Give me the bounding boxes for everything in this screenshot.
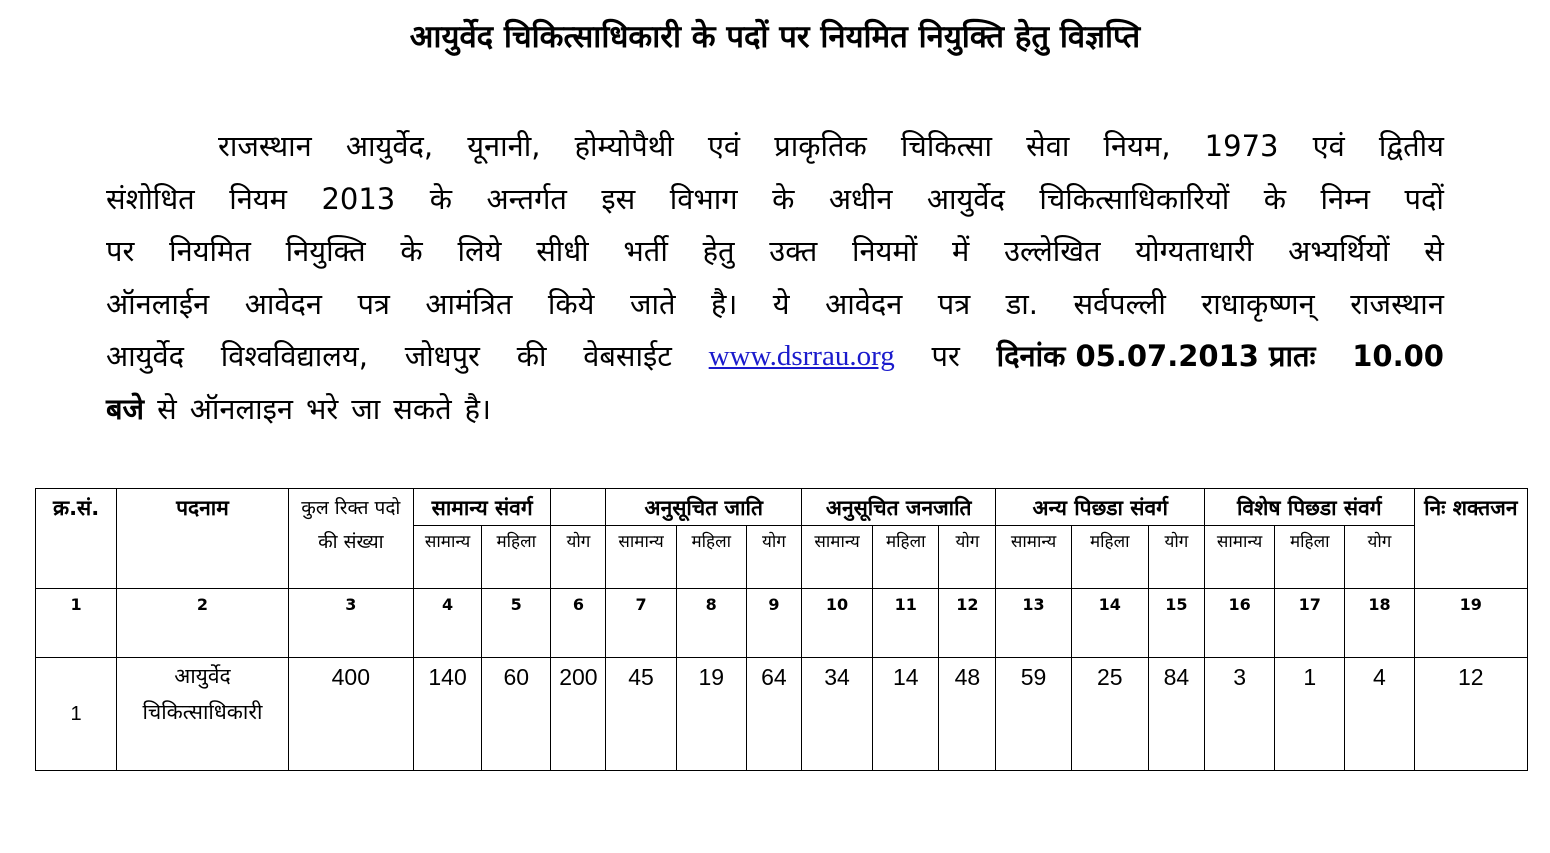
subheader-cell: सामान्य xyxy=(801,526,872,589)
column-number-cell: 4 xyxy=(413,589,481,658)
paragraph-word: जाते xyxy=(629,286,676,321)
paragraph-word: भरे xyxy=(305,391,339,426)
date-text: दिनांक 05.07.2013 प्रातः xyxy=(996,339,1316,373)
subheader-cell: महिला xyxy=(1275,526,1345,589)
paragraph-word: लिये xyxy=(457,234,502,268)
header-sc: अनुसूचित जाति xyxy=(606,489,801,526)
subheader-cell: योग xyxy=(939,526,996,589)
cell-value: 1 xyxy=(1275,658,1345,771)
column-number-cell: 11 xyxy=(873,589,939,658)
cell-value: 12 xyxy=(1414,658,1527,771)
paragraph-word: चिकित्सा xyxy=(900,129,993,163)
paragraph-line-6 xyxy=(106,383,1444,436)
paragraph-word: हेतु xyxy=(702,234,735,268)
cell-value: 140 xyxy=(413,658,481,771)
paragraph-word: विभाग xyxy=(669,181,738,216)
paragraph-word: की xyxy=(516,339,547,373)
paragraph-line-4 xyxy=(106,278,1444,331)
column-number-cell: 10 xyxy=(801,589,872,658)
notice-title: आयुर्वेद चिकित्साधिकारी के पदों पर नियमित नियुक्ति हेतु विज्ञप्ति xyxy=(409,19,1141,55)
subheader-cell: सामान्य xyxy=(606,526,676,589)
paragraph-word: से xyxy=(157,391,177,426)
paragraph-word: नियम, xyxy=(1103,129,1171,163)
column-number-cell: 1 xyxy=(36,589,117,658)
subheader-cell: सामान्य xyxy=(996,526,1071,589)
paragraph-word: होम्योपैथी xyxy=(574,129,674,163)
header-total: कुल रिक्त पदो की संख्या xyxy=(288,489,413,589)
paragraph-word: है। xyxy=(464,391,492,426)
paragraph-word: पर xyxy=(106,234,135,268)
paragraph-word: चिकित्साधिकारियों xyxy=(1039,181,1230,216)
paragraph-word: पत्र xyxy=(937,286,971,321)
paragraph-word: पदों xyxy=(1404,181,1444,216)
paragraph-word: आवेदन xyxy=(825,286,903,321)
subheader-cell: सामान्य xyxy=(413,526,481,589)
paragraph-word: सेवा xyxy=(1026,129,1070,163)
paragraph-word: 1973 xyxy=(1204,129,1279,163)
cell-value: 25 xyxy=(1071,658,1148,771)
subheader-cell: महिला xyxy=(1071,526,1148,589)
subheader-cell: योग xyxy=(551,526,606,589)
paragraph-word: वेबसाईट xyxy=(583,339,672,373)
column-number-cell: 14 xyxy=(1071,589,1148,658)
paragraph-word: के xyxy=(772,181,795,216)
paragraph-word: उल्लेखित xyxy=(1004,234,1101,268)
header-disabled: निः शक्तजन xyxy=(1414,489,1527,589)
paragraph-word: जा xyxy=(351,391,381,426)
cell-value: 14 xyxy=(873,658,939,771)
paragraph-word: राधाकृष्णन् xyxy=(1201,286,1315,321)
column-number-cell: 16 xyxy=(1205,589,1275,658)
paragraph-word: किये xyxy=(547,286,595,321)
paragraph-word: के xyxy=(429,181,452,216)
paragraph-word: आयुर्वेद, xyxy=(345,129,434,163)
header-sbc: विशेष पिछडा संवर्ग xyxy=(1205,489,1415,526)
subheader-cell: सामान्य xyxy=(1205,526,1275,589)
column-number-cell: 13 xyxy=(996,589,1071,658)
column-number-cell: 19 xyxy=(1414,589,1527,658)
header-general-total-blank xyxy=(551,489,606,526)
notice-paragraph xyxy=(106,120,1444,435)
paragraph-word: ऑनलाइन xyxy=(189,391,293,426)
column-number-cell: 17 xyxy=(1275,589,1345,658)
subheader-cell: महिला xyxy=(676,526,746,589)
paragraph-word: के xyxy=(400,234,423,268)
paragraph-word: नियमित xyxy=(169,234,251,268)
paragraph-word: ये xyxy=(772,286,790,321)
paragraph-word: निम्न xyxy=(1320,181,1371,216)
column-number-cell: 6 xyxy=(551,589,606,658)
paragraph-word: नियम xyxy=(229,181,287,216)
paragraph-line-2 xyxy=(106,173,1444,226)
paragraph-word: आयुर्वेद xyxy=(926,181,1005,216)
column-number-cell: 15 xyxy=(1148,589,1204,658)
paragraph-word: ऑनलाईन xyxy=(106,286,210,321)
header-general: सामान्य संवर्ग xyxy=(413,489,550,526)
table-row xyxy=(36,658,1528,771)
paragraph-word: अभ्यर्थियों xyxy=(1288,234,1390,268)
website-link[interactable]: www.dsrrau.org xyxy=(708,340,895,372)
cell-value: 64 xyxy=(746,658,801,771)
paragraph-word: इस xyxy=(601,181,636,216)
time-text: 10.00 xyxy=(1352,339,1444,373)
column-number-cell: 18 xyxy=(1345,589,1414,658)
paragraph-word: सीधी xyxy=(536,234,589,268)
paragraph-word: आयुर्वेद xyxy=(106,339,184,373)
column-number-cell: 3 xyxy=(288,589,413,658)
paragraph-word: प्राकृतिक xyxy=(774,129,867,163)
header-st: अनुसूचित जनजाति xyxy=(801,489,996,526)
paragraph-word: भर्ती xyxy=(623,234,668,268)
cell-value: 84 xyxy=(1148,658,1204,771)
subheader-cell: योग xyxy=(1148,526,1204,589)
cell-post: आयुर्वेद चिकित्साधिकारी xyxy=(117,658,288,771)
paragraph-word: आवेदन xyxy=(244,286,322,321)
column-number-cell: 8 xyxy=(676,589,746,658)
vacancy-table xyxy=(35,488,1528,771)
cell-value: 45 xyxy=(606,658,676,771)
cell-value: 4 xyxy=(1345,658,1414,771)
paragraph-line-3 xyxy=(106,225,1444,278)
paragraph-word: अधीन xyxy=(828,181,893,216)
paragraph-word: राजस्थान xyxy=(1350,286,1444,321)
column-number-cell: 5 xyxy=(482,589,551,658)
paragraph-word: है। xyxy=(710,286,738,321)
paragraph-word: जोधपुर xyxy=(404,339,480,373)
cell-value: 48 xyxy=(939,658,996,771)
paragraph-word: के xyxy=(1263,181,1287,216)
header-obc: अन्य पिछडा संवर्ग xyxy=(996,489,1205,526)
paragraph-word: नियुक्ति xyxy=(285,234,366,268)
cell-total: 400 xyxy=(288,658,413,771)
paragraph-word: 2013 xyxy=(321,181,396,216)
paragraph-word: एवं xyxy=(1312,129,1345,163)
subheader-cell: महिला xyxy=(873,526,939,589)
paragraph-word: अन्तर्गत xyxy=(486,181,567,216)
subheader-cell: महिला xyxy=(482,526,551,589)
cell-value: 19 xyxy=(676,658,746,771)
paragraph-word: राजस्थान xyxy=(218,129,312,163)
paragraph-line-5 xyxy=(106,330,1444,383)
paragraph-word: पत्र xyxy=(357,286,390,321)
paragraph-line-1 xyxy=(106,120,1444,173)
paragraph-word: डा. xyxy=(1005,286,1038,321)
subheader-cell: योग xyxy=(1345,526,1414,589)
cell-value: 34 xyxy=(801,658,872,771)
subheader-cell: योग xyxy=(746,526,801,589)
cell-value: 200 xyxy=(551,658,606,771)
paragraph-word: उक्त xyxy=(769,234,818,268)
cell-value: 3 xyxy=(1205,658,1275,771)
paragraph-word: पर xyxy=(931,339,960,373)
paragraph-word: नियमों xyxy=(852,234,918,268)
column-number-cell: 9 xyxy=(746,589,801,658)
cell-value: 59 xyxy=(996,658,1071,771)
header-post: पदनाम xyxy=(117,489,288,589)
paragraph-word: यूनानी, xyxy=(467,129,541,163)
header-serial: क्र.सं. xyxy=(36,489,117,589)
paragraph-word: में xyxy=(952,234,970,268)
paragraph-word: सकते xyxy=(393,391,452,426)
column-number-row xyxy=(36,589,1528,658)
paragraph-word: आमंत्रित xyxy=(425,286,513,321)
paragraph-word: सर्वपल्ली xyxy=(1073,286,1166,321)
cell-value: 60 xyxy=(482,658,551,771)
paragraph-word: योग्यताधारी xyxy=(1135,234,1254,268)
paragraph-word: से xyxy=(1424,234,1444,268)
column-number-cell: 2 xyxy=(117,589,288,658)
column-number-cell: 12 xyxy=(939,589,996,658)
paragraph-word: संशोधित xyxy=(106,181,195,216)
cell-serial: 1 xyxy=(36,658,117,771)
paragraph-word: विश्वविद्यालय, xyxy=(220,339,368,373)
paragraph-word: एवं xyxy=(707,129,741,163)
column-number-cell: 7 xyxy=(606,589,676,658)
paragraph-word: द्वितीय xyxy=(1378,129,1444,163)
time-unit-text: बजे xyxy=(106,391,145,426)
